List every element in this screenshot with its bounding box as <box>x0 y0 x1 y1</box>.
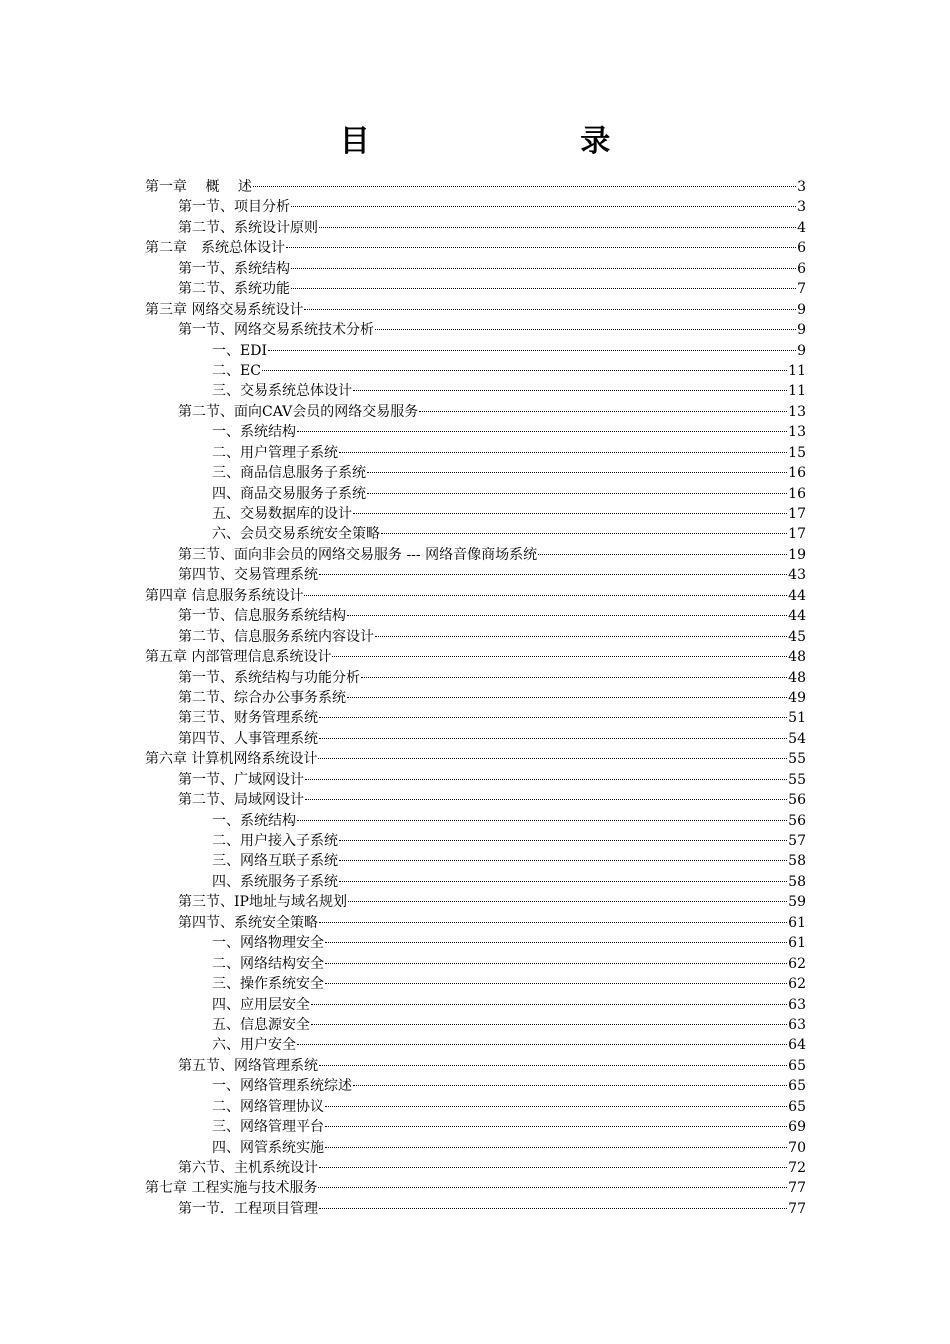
toc-entry[interactable] <box>0 1076 950 1096</box>
dot-leader <box>297 820 787 821</box>
toc-entry-page-number: 49 <box>788 689 806 706</box>
toc-entry-page-number: 63 <box>788 1016 806 1033</box>
toc-entry-page-number: 51 <box>788 710 806 727</box>
toc-entry[interactable] <box>0 708 950 728</box>
toc-entry-page-number: 15 <box>788 444 806 461</box>
toc-entry-label: 第二节、综合办公事务系统 <box>178 689 346 706</box>
dot-leader <box>319 717 787 718</box>
dot-leader <box>325 1106 787 1107</box>
dot-leader <box>367 493 787 494</box>
dot-leader <box>262 370 787 371</box>
toc-entry-label: 第二节、局域网设计 <box>178 792 304 809</box>
dot-leader <box>319 1208 787 1209</box>
dot-leader <box>375 636 787 637</box>
toc-entry-page-number: 43 <box>788 567 806 584</box>
toc-entry-label: 一、网络物理安全 <box>212 935 324 952</box>
toc-entry[interactable] <box>0 484 950 504</box>
toc-entry-page-number: 16 <box>788 465 806 482</box>
toc-entry[interactable] <box>0 668 950 688</box>
toc-entry-page-number: 17 <box>788 526 806 543</box>
toc-entry-page-number: 19 <box>788 546 806 563</box>
toc-entry-label: 第二节、系统功能 <box>178 281 290 298</box>
toc-entry[interactable] <box>0 565 950 585</box>
table-of-contents <box>0 177 950 1219</box>
toc-entry-page-number: 64 <box>788 1037 806 1054</box>
dot-leader <box>291 206 796 207</box>
toc-entry[interactable] <box>0 320 950 340</box>
toc-entry[interactable] <box>0 1158 950 1178</box>
toc-entry-label: 第三节、IP地址与域名规划 <box>178 894 347 911</box>
dot-leader <box>339 452 787 453</box>
dot-leader <box>319 574 787 575</box>
toc-entry-label: 第四章 信息服务系统设计 <box>145 587 304 604</box>
toc-entry[interactable] <box>0 1178 950 1198</box>
toc-entry-label: 二、网络管理协议 <box>212 1098 324 1115</box>
toc-entry-label: 第一节、系统结构与功能分析 <box>178 669 360 686</box>
toc-entry-label: 四、网管系统实施 <box>212 1139 324 1156</box>
toc-entry-page-number: 72 <box>788 1160 806 1176</box>
toc-entry-page-number: 65 <box>788 1057 806 1074</box>
toc-entry[interactable] <box>0 1138 950 1158</box>
toc-entry-page-number: 13 <box>788 424 806 441</box>
toc-entry-page-number: 9 <box>797 322 806 339</box>
dot-leader <box>319 1167 787 1168</box>
toc-entry-label: 第一节、网络交易系统技术分析 <box>178 322 374 339</box>
dot-leader <box>367 472 787 473</box>
toc-entry-label: 二、网络结构安全 <box>212 955 324 972</box>
dot-leader <box>319 1065 787 1066</box>
toc-entry[interactable] <box>0 463 950 483</box>
toc-entry-label: 二、EC <box>212 362 261 379</box>
toc-entry-page-number: 63 <box>788 996 806 1013</box>
toc-entry[interactable] <box>0 177 950 197</box>
toc-entry-label: 第二节、面向CAV会员的网络交易服务 <box>178 403 419 420</box>
toc-entry[interactable] <box>0 197 950 217</box>
toc-entry-page-number: 16 <box>788 485 806 502</box>
toc-entry-page-number: 7 <box>797 281 806 298</box>
dot-leader <box>353 1085 787 1086</box>
toc-entry[interactable] <box>0 586 950 606</box>
dot-leader <box>325 983 787 984</box>
dot-leader <box>311 1004 787 1005</box>
toc-entry-label: 第四节、人事管理系统 <box>178 730 318 747</box>
dot-leader <box>291 288 796 289</box>
dot-leader <box>304 309 796 310</box>
toc-entry-label: 第二节、系统设计原则 <box>178 219 318 236</box>
toc-entry-page-number: 11 <box>788 383 806 400</box>
toc-entry[interactable] <box>0 647 950 667</box>
toc-entry[interactable] <box>0 279 950 299</box>
toc-entry[interactable] <box>0 361 950 381</box>
toc-entry-label: 第一章 概 述 <box>145 179 252 195</box>
toc-entry[interactable] <box>0 1056 950 1076</box>
dot-leader <box>268 350 796 351</box>
toc-entry-label: 第四节、系统安全策略 <box>178 914 318 931</box>
dot-leader <box>339 840 787 841</box>
dot-leader <box>291 268 796 269</box>
dot-leader <box>419 411 787 412</box>
toc-entry-page-number: 62 <box>788 976 806 993</box>
toc-entry-page-number: 13 <box>788 403 806 420</box>
toc-entry-page-number: 3 <box>797 199 806 216</box>
toc-entry[interactable] <box>0 770 950 790</box>
toc-entry-page-number: 59 <box>788 894 806 911</box>
toc-entry-page-number: 48 <box>788 649 806 666</box>
toc-entry-page-number: 6 <box>797 240 806 257</box>
toc-entry-label: 第四节、交易管理系统 <box>178 567 318 584</box>
toc-entry[interactable] <box>0 851 950 871</box>
toc-entry[interactable] <box>0 341 950 361</box>
dot-leader <box>361 677 787 678</box>
toc-entry[interactable] <box>0 831 950 851</box>
dot-leader <box>297 1044 787 1045</box>
toc-entry-page-number: 44 <box>788 608 806 625</box>
toc-entry-page-number: 58 <box>788 853 806 870</box>
toc-entry[interactable] <box>0 811 950 831</box>
toc-entry-label: 第七章 工程实施与技术服务 <box>145 1180 318 1197</box>
dot-leader <box>325 942 787 943</box>
toc-entry-label: 二、用户接入子系统 <box>212 833 338 849</box>
dot-leader <box>319 922 787 923</box>
toc-entry-page-number: 54 <box>788 730 806 747</box>
toc-entry[interactable] <box>0 954 950 974</box>
toc-entry[interactable] <box>0 974 950 994</box>
toc-entry-label: 一、网络管理系统综述 <box>212 1078 352 1095</box>
toc-entry-page-number: 65 <box>788 1078 806 1095</box>
toc-entry[interactable] <box>0 443 950 463</box>
dot-leader <box>339 860 787 861</box>
toc-entry-label: 三、操作系统安全 <box>212 976 324 993</box>
toc-entry[interactable] <box>0 381 950 401</box>
toc-entry-page-number: 6 <box>797 260 806 277</box>
toc-entry-page-number: 57 <box>788 833 806 849</box>
toc-entry-label: 第三章 网络交易系统设计 <box>145 301 304 318</box>
toc-entry[interactable] <box>0 892 950 912</box>
toc-entry[interactable] <box>0 913 950 933</box>
toc-entry[interactable] <box>0 422 950 442</box>
toc-entry[interactable] <box>0 259 950 279</box>
toc-entry-label: 第二节、信息服务系统内容设计 <box>178 628 374 645</box>
dot-leader <box>325 963 787 964</box>
toc-entry-label: 第一节、广域网设计 <box>178 771 304 788</box>
toc-entry-label: 一、系统结构 <box>212 812 296 829</box>
toc-entry-label: 四、系统服务子系统 <box>212 873 338 890</box>
toc-entry-label: 五、交易数据库的设计 <box>212 506 352 522</box>
dot-leader <box>332 656 787 657</box>
toc-entry[interactable] <box>0 524 950 544</box>
toc-entry-label: 第一节、系统结构 <box>178 260 290 277</box>
dot-leader <box>353 513 787 514</box>
toc-entry[interactable] <box>0 606 950 626</box>
dot-leader <box>353 390 787 391</box>
dot-leader <box>304 595 787 596</box>
toc-entry-page-number: 9 <box>797 342 806 359</box>
toc-entry-page-number: 61 <box>788 914 806 931</box>
dot-leader <box>339 881 787 882</box>
toc-entry-label: 第一节、信息服务系统结构 <box>178 608 346 625</box>
toc-entry-page-number: 3 <box>797 179 806 195</box>
toc-entry-label: 第一节．工程项目管理 <box>178 1200 318 1217</box>
toc-entry[interactable] <box>0 402 950 422</box>
toc-entry[interactable] <box>0 1035 950 1055</box>
toc-entry-label: 二、用户管理子系统 <box>212 444 338 461</box>
toc-entry-page-number: 55 <box>788 771 806 788</box>
toc-entry[interactable] <box>0 300 950 320</box>
toc-entry-label: 一、系统结构 <box>212 424 296 441</box>
dot-leader <box>347 697 787 698</box>
toc-entry-page-number: 9 <box>797 301 806 318</box>
toc-entry-label: 第一节、项目分析 <box>178 199 290 216</box>
toc-entry[interactable] <box>0 790 950 810</box>
dot-leader <box>305 799 787 800</box>
toc-entry[interactable] <box>0 1097 950 1117</box>
toc-entry-label: 六、会员交易系统安全策略 <box>212 526 380 543</box>
dot-leader <box>319 227 796 228</box>
toc-entry[interactable] <box>0 1117 950 1137</box>
dot-leader <box>318 758 787 759</box>
toc-title: 目 录 <box>339 124 711 159</box>
toc-entry-label: 三、商品信息服务子系统 <box>212 465 366 482</box>
toc-entry[interactable] <box>0 218 950 238</box>
toc-entry-label: 四、应用层安全 <box>212 996 310 1013</box>
dot-leader <box>286 247 796 248</box>
toc-entry-page-number: 70 <box>788 1139 806 1156</box>
toc-entry-page-number: 65 <box>788 1098 806 1115</box>
toc-entry-page-number: 4 <box>797 219 806 236</box>
dot-leader <box>311 1024 787 1025</box>
toc-entry[interactable] <box>0 627 950 647</box>
toc-entry-page-number: 17 <box>788 506 806 522</box>
toc-entry[interactable] <box>0 933 950 953</box>
toc-entry[interactable] <box>0 1015 950 1035</box>
toc-entry-label: 六、用户安全 <box>212 1037 296 1054</box>
toc-entry-page-number: 61 <box>788 935 806 952</box>
toc-entry-label: 第二章 系统总体设计 <box>145 240 285 257</box>
toc-entry[interactable] <box>0 688 950 708</box>
dot-leader <box>538 554 787 555</box>
toc-entry-page-number: 44 <box>788 587 806 604</box>
toc-entry-page-number: 58 <box>788 873 806 890</box>
dot-leader <box>319 738 787 739</box>
dot-leader <box>347 615 787 616</box>
toc-entry-label: 第三节、面向非会员的网络交易服务 --- 网络音像商场系统 <box>178 546 538 563</box>
dot-leader <box>375 329 796 330</box>
toc-entry-label: 第五节、网络管理系统 <box>178 1057 318 1074</box>
dot-leader <box>305 779 787 780</box>
dot-leader <box>325 1147 787 1148</box>
toc-entry[interactable] <box>0 749 950 769</box>
toc-entry-page-number: 77 <box>788 1180 806 1197</box>
toc-entry-label: 第六章 计算机网络系统设计 <box>145 751 318 768</box>
toc-entry-page-number: 45 <box>788 628 806 645</box>
dot-leader <box>253 186 796 187</box>
toc-entry-page-number: 56 <box>788 812 806 829</box>
toc-entry[interactable] <box>0 238 950 258</box>
toc-entry-page-number: 77 <box>788 1200 806 1217</box>
toc-entry-page-number: 11 <box>788 362 806 379</box>
toc-entry-label: 五、信息源安全 <box>212 1016 310 1033</box>
dot-leader <box>297 431 787 432</box>
toc-entry[interactable] <box>0 729 950 749</box>
toc-entry-label: 三、网络管理平台 <box>212 1119 324 1136</box>
dot-leader <box>381 533 787 534</box>
toc-entry-page-number: 62 <box>788 955 806 972</box>
toc-entry[interactable] <box>0 872 950 892</box>
toc-entry-page-number: 48 <box>788 669 806 686</box>
toc-entry-page-number: 56 <box>788 792 806 809</box>
toc-entry[interactable] <box>0 504 950 524</box>
toc-entry-page-number: 55 <box>788 751 806 768</box>
toc-entry-label: 一、EDI <box>212 342 267 359</box>
toc-entry-label: 第五章 内部管理信息系统设计 <box>145 649 332 666</box>
dot-leader <box>348 901 787 902</box>
toc-entry-page-number: 69 <box>788 1119 806 1136</box>
dot-leader <box>325 1126 787 1127</box>
toc-entry[interactable] <box>0 545 950 565</box>
toc-entry-label: 三、网络互联子系统 <box>212 853 338 870</box>
toc-entry[interactable] <box>0 995 950 1015</box>
dot-leader <box>318 1187 787 1188</box>
toc-entry-label: 三、交易系统总体设计 <box>212 383 352 400</box>
toc-entry-label: 第六节、主机系统设计 <box>178 1160 318 1176</box>
toc-entry[interactable] <box>0 1199 950 1219</box>
toc-entry-label: 第三节、财务管理系统 <box>178 710 318 727</box>
toc-entry-label: 四、商品交易服务子系统 <box>212 485 366 502</box>
